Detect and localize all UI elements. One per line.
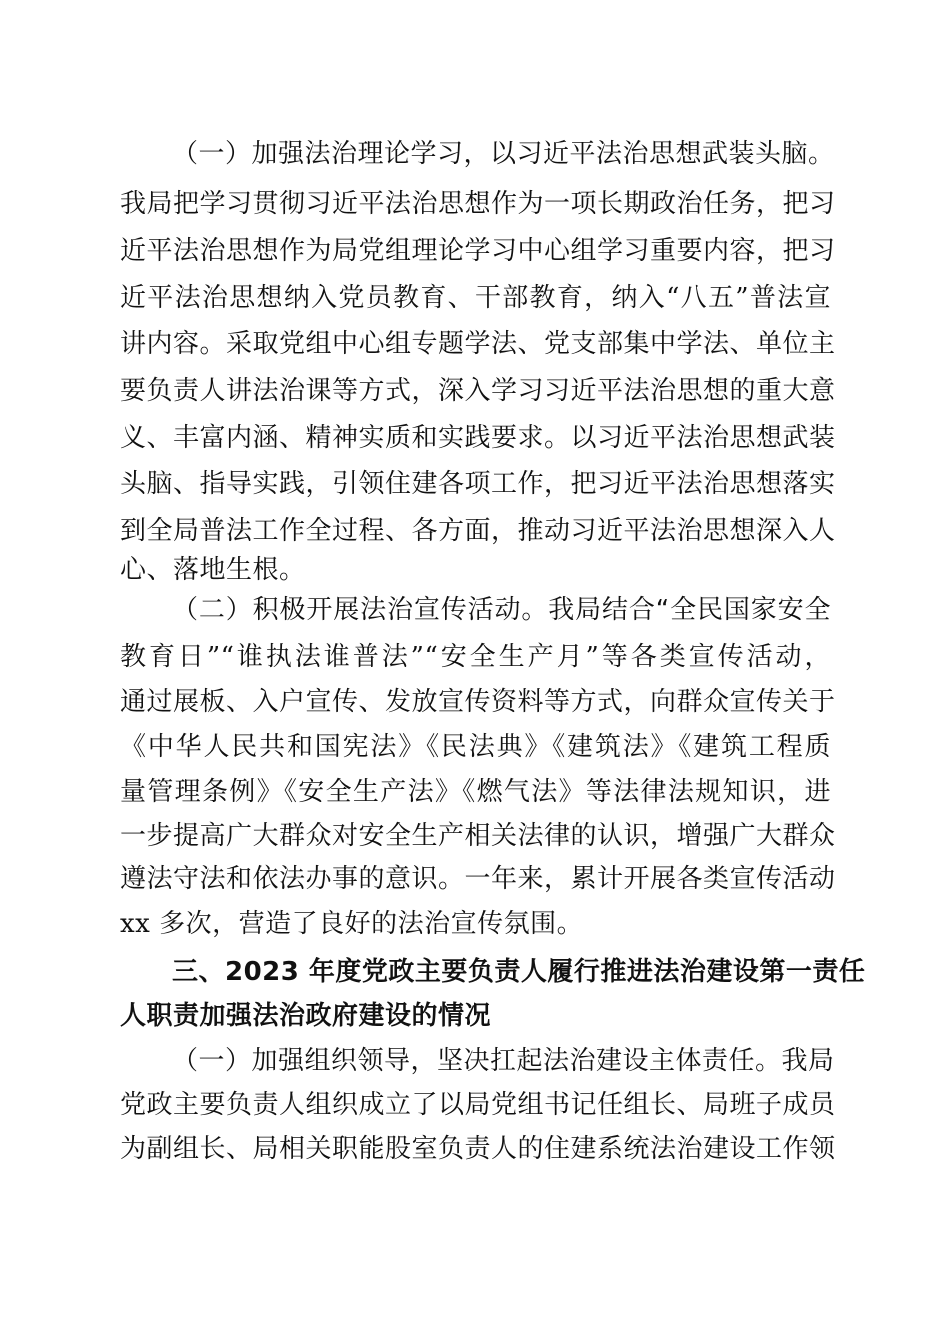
section-heading: 三、2023 年度党政主要负责人履行推进法治建设第一责任 — [172, 957, 866, 987]
paragraph-line: （一）加强组织领导，坚决扛起法治建设主体责任。我局 — [172, 1046, 835, 1076]
paragraph-line: 《中华人民共和国宪法》《民法典》《建筑法》《建筑工程质 — [120, 732, 831, 762]
section-heading: 人职责加强法治政府建设的情况 — [120, 1001, 492, 1031]
paragraph-line: 为副组长、局相关职能股室负责人的住建系统法治建设工作领 — [120, 1134, 836, 1164]
paragraph-line: 党政主要负责人组织成立了以局党组书记任组长、局班子成员 — [120, 1090, 836, 1120]
paragraph-line: 近平法治思想纳入党员教育、干部教育，纳入“八五”普法宣 — [120, 283, 831, 313]
paragraph-line: 讲内容。采取党组中心组专题学法、党支部集中学法、单位主 — [120, 329, 836, 359]
paragraph-line: 头脑、指导实践，引领住建各项工作，把习近平法治思想落实 — [120, 469, 836, 499]
paragraph-line: 要负责人讲法治课等方式，深入学习习近平法治思想的重大意 — [120, 376, 836, 406]
paragraph-line: （一）加强法治理论学习，以习近平法治思想武装头脑。 — [172, 139, 835, 169]
paragraph-line: 义、丰富内涵、精神实质和实践要求。以习近平法治思想武装 — [120, 423, 836, 453]
paragraph-line: 心、落地生根。 — [120, 555, 306, 585]
paragraph-line: 遵法守法和依法办事的意识。一年来，累计开展各类宣传活动 — [120, 864, 836, 894]
paragraph-line: 到全局普法工作全过程、各方面，推动习近平法治思想深入人 — [120, 516, 836, 546]
paragraph-line: 一步提高广大群众对安全生产相关法律的认识，增强广大群众 — [120, 821, 836, 851]
paragraph-line: 近平法治思想作为局党组理论学习中心组学习重要内容，把习 — [120, 236, 836, 266]
paragraph-line: 我局把学习贯彻习近平法治思想作为一项长期政治任务，把习 — [120, 189, 836, 219]
paragraph-line: 通过展板、入户宣传、发放宣传资料等方式，向群众宣传关于 — [120, 687, 836, 717]
paragraph-line: xx 多次，营造了良好的法治宣传氛围。 — [120, 909, 584, 939]
paragraph-line: （二）积极开展法治宣传活动。我局结合“全民国家安全 — [172, 595, 831, 625]
paragraph-line: 教育日”“谁执法谁普法”“安全生产月”等各类宣传活动， — [120, 642, 831, 672]
paragraph-line: 量管理条例》《安全生产法》《燃气法》等法律法规知识，进 — [120, 777, 831, 807]
